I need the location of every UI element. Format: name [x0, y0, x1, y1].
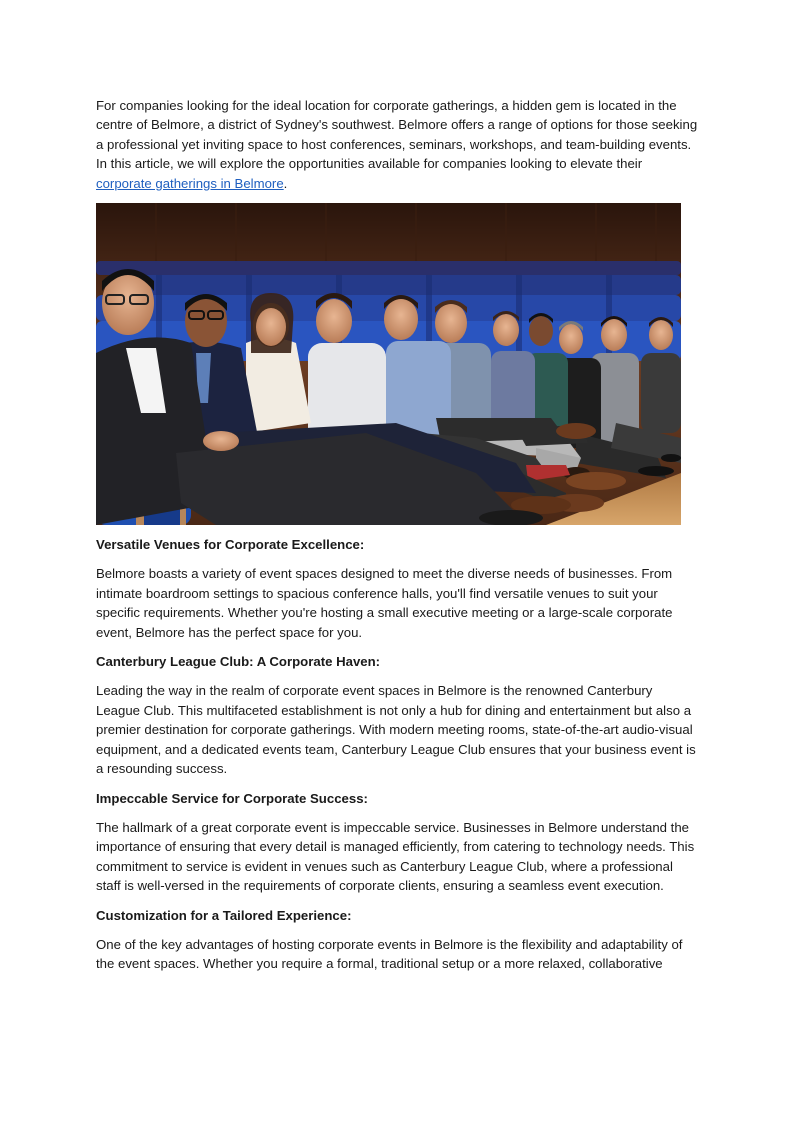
section-body: One of the key advantages of hosting corporate events in Belmore is the flexibility and adaptability of the event spaces. Whether you require a formal, traditional setup or a more relaxed, collaborative	[96, 936, 683, 972]
section-heading: Canterbury League Club: A Corporate Haven:	[96, 654, 381, 670]
section-body: Leading the way in the realm of corporate event spaces in Belmore is the renowned Canterbury League Club. This multifaceted establishment is not only a hub for dining and entertainment but also a premier destination for corporate gatherings. With modern meeting rooms, state-of-the-art audio-visual equipment, and a dedicated events team, Canterbury League Club ensures that your business event is a resounding success.	[96, 683, 696, 777]
business-people-seated-photo	[96, 203, 681, 525]
section-heading: Versatile Venues for Corporate Excellence:	[96, 537, 365, 553]
document-page	[96, 96, 700, 984]
intro-paragraph	[96, 96, 700, 193]
intro-text: For companies looking for the ideal location for corporate gatherings, a hidden gem is located in the centre of Belmore, a district of Sydney's southwest. Belmore offers a range of options for those seeking a professional yet inviting space to host conferences, seminars, workshops, and team-building events. In this article, we will explore the opportunities available for companies looking to elevate their	[96, 98, 698, 172]
section-heading: Customization for a Tailored Experience:	[96, 907, 352, 923]
section-heading: Impeccable Service for Corporate Success:	[96, 790, 368, 806]
corporate-gatherings-link[interactable]: corporate gatherings in Belmore	[96, 175, 284, 191]
section-body: The hallmark of a great corporate event is impeccable service. Businesses in Belmore understand the importance of ensuring that every detail is managed efficiently, from catering to technology needs. This commitment to service is evident in venues such as Canterbury League Club, where a professional staff is well-versed in the requirements of corporate clients, ensuring a seamless event execution.	[96, 819, 695, 894]
intro-text-end: .	[283, 175, 288, 191]
section-body: Belmore boasts a variety of event spaces designed to meet the diverse needs of businesses. From intimate boardroom settings to spacious conference halls, you'll find versatile venues to suit your specific requirements. Whether you're hosting a small executive meeting or a large-scale corporate event, Belmore has the perfect space for you.	[96, 566, 673, 640]
